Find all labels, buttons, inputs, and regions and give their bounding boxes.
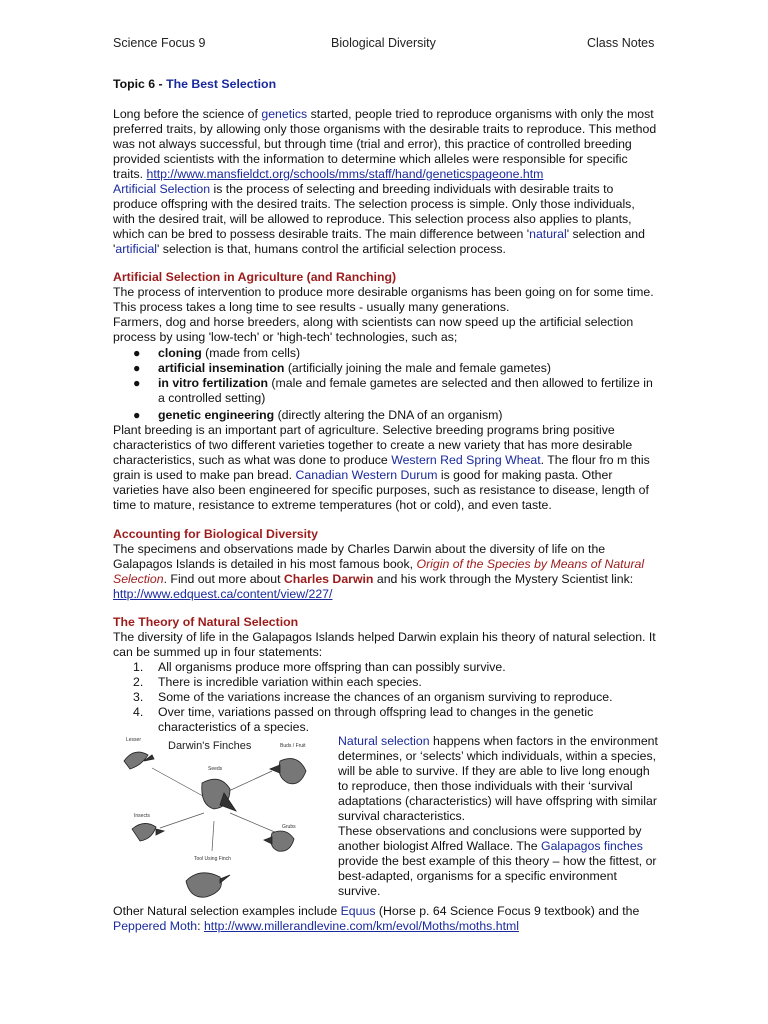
intro-text: started, people tried to reproduce organisms with only the most preferred traits, by allowing only those organisms with the desirable traits to reproduce. This method was not always successful, but through time (trial and error), this practice of controlled breeding provided scientists with the information to determine which alleles were responsible for specific traits. bbox=[113, 107, 657, 181]
finch-head-icon bbox=[186, 873, 221, 897]
natsel-text: These observations and conclusions were supported by another biologist Alfred Wallace. The bbox=[338, 824, 642, 853]
label-seeds: Seeds bbox=[208, 766, 223, 772]
bullet-icon: ● bbox=[133, 408, 141, 422]
label-tool-finch: Tool Using Finch bbox=[194, 856, 231, 862]
natural-term[interactable]: natural bbox=[529, 227, 567, 241]
bullet-term: cloning bbox=[158, 346, 202, 360]
intro-text: ' selection is that, humans control the artificial selection process. bbox=[157, 242, 506, 256]
bullet-term: in vitro fertilization bbox=[158, 376, 268, 390]
intro-text: is the process of selecting and breeding individuals with desirable traits to produce offspring with the desired traits. The selection process is simple. Only those individuals, with the desired trait, will be allowed to reproduce. This selection process also applies to plants, which can be bred to possess desirable traits. The main difference between ' bbox=[113, 182, 635, 241]
topic-prefix: Topic 6 - bbox=[113, 77, 167, 91]
natural-selection-term[interactable]: Natural selection bbox=[338, 734, 430, 748]
finch-head-icon bbox=[279, 759, 306, 784]
intro-text: ' selection and ' bbox=[113, 227, 645, 256]
other-text: (Horse p. 64 Science Focus 9 textbook) and the bbox=[375, 904, 640, 918]
accounting-text: and his work through the Mystery Scientist link: bbox=[373, 572, 634, 586]
intro-paragraph bbox=[113, 107, 658, 257]
topic-name: The Best Selection bbox=[166, 77, 277, 91]
topic-title bbox=[113, 77, 658, 92]
galapagos-finches-term[interactable]: Galapagos finches bbox=[541, 839, 643, 853]
finch-beak-icon bbox=[220, 875, 230, 883]
millerlevine-link[interactable]: http://www.millerandlevine.com/km/evol/Moths/moths.html bbox=[203, 919, 519, 933]
theory-statements bbox=[113, 660, 658, 735]
list-item bbox=[113, 675, 658, 690]
label-buds: Buds / Fruit bbox=[280, 743, 306, 749]
artificial-term[interactable]: artificial bbox=[115, 242, 158, 256]
artificial-selection-term[interactable]: Artificial Selection bbox=[113, 182, 211, 196]
list-item bbox=[113, 376, 658, 406]
figure-title: Darwin's Finches bbox=[168, 740, 252, 752]
bullet-term: artificial insemination bbox=[158, 361, 285, 375]
natural-selection-paragraph bbox=[338, 734, 658, 899]
finch-head-icon bbox=[271, 831, 294, 851]
darwins-finches-figure bbox=[112, 733, 334, 905]
natsel-text: happens when factors in the environment determines, or ‘selects’ which individuals, within a species, will be able to survive. If they are able to live long enough to reproduce, then those individuals with their ‘survival adaptations (characteristics) will have offspring with similar survival characteristics. bbox=[338, 734, 658, 823]
peppered-moth-term[interactable]: Peppered Moth bbox=[113, 919, 198, 933]
agri-text: Farmers, dog and horse breeders, along with scientists can now speed up the artificial selection process by using 'low-tech' or 'high-tech' technologies, such as; bbox=[113, 315, 634, 344]
statement-text: All organisms produce more offspring than can possibly survive. bbox=[158, 660, 506, 674]
natsel-text: provide the best example of this theory – how the fittest, or best-adapted, organisms for a specific environment survive. bbox=[338, 854, 657, 898]
bullet-icon: ● bbox=[133, 346, 141, 360]
equus-term[interactable]: Equus bbox=[340, 904, 376, 918]
accounting-paragraph bbox=[113, 542, 658, 602]
header-course: Science Focus 9 bbox=[113, 36, 206, 50]
finch-beak-icon bbox=[270, 765, 280, 773]
theory-intro: The diversity of life in the Galapagos Islands helped Darwin explain his theory of natural selection. It can be summed up in four statements: bbox=[113, 630, 656, 659]
finch-beak-icon bbox=[156, 829, 164, 835]
agri-paragraph-1 bbox=[113, 285, 658, 345]
genetics-term[interactable]: genetics bbox=[261, 107, 308, 121]
technology-list bbox=[113, 346, 658, 423]
agri-text: . The flour fro m this grain is used to make pan bread. bbox=[113, 453, 650, 482]
label-grubs: Grubs bbox=[282, 824, 296, 830]
bullet-desc: (made from cells) bbox=[201, 346, 301, 360]
finch-heads bbox=[124, 752, 306, 897]
other-text: : bbox=[197, 919, 204, 933]
finch-head-icon bbox=[132, 823, 156, 841]
book-title: Origin of the Species by Means of Natural Selection bbox=[113, 557, 645, 586]
other-examples-paragraph bbox=[113, 904, 658, 934]
agri-text: Plant breeding is an important part of agriculture. Selective breeding programs bring positive characteristics of two different varieties together to create a new variety that has more desirable characteristics, such as what was done to produce bbox=[113, 423, 633, 467]
accounting-heading: Accounting for Biological Diversity bbox=[113, 527, 318, 541]
list-item bbox=[113, 361, 658, 376]
wheat-term[interactable]: Western Red Spring Wheat bbox=[391, 453, 541, 467]
label-insects: Insects bbox=[134, 813, 150, 819]
edquest-link[interactable]: http://www.edquest.ca/content/view/227/ bbox=[113, 587, 333, 601]
list-item bbox=[113, 346, 658, 361]
item-number: 3. bbox=[133, 690, 144, 704]
list-item bbox=[113, 408, 658, 423]
accounting-text: The specimens and observations made by Charles Darwin about the diversity of life on the Galapagos Islands is detailed in his most famous book, bbox=[113, 542, 606, 571]
intro-text: Long before the science of bbox=[113, 107, 262, 121]
agri-paragraph-2 bbox=[113, 423, 658, 513]
bullet-desc: (male and female gametes are selected and then allowed to fertilize in a controlled setting) bbox=[158, 376, 653, 405]
durum-term[interactable]: Canadian Western Durum bbox=[295, 468, 438, 482]
darwin-link[interactable]: Charles Darwin bbox=[283, 572, 374, 586]
label-lesser: Lesser bbox=[126, 737, 142, 743]
item-number: 1. bbox=[133, 660, 144, 674]
header-type: Class Notes bbox=[587, 36, 655, 50]
statement-text: Some of the variations increase the chances of an organism surviving to reproduce. bbox=[158, 690, 613, 704]
header-unit: Biological Diversity bbox=[331, 36, 436, 50]
theory-heading: The Theory of Natural Selection bbox=[113, 615, 299, 629]
statement-text: Over time, variations passed on through offspring lead to changes in the genetic characteristics of a species. bbox=[158, 705, 594, 734]
list-item bbox=[113, 690, 658, 705]
bullet-icon: ● bbox=[133, 376, 141, 390]
bullet-term: genetic engineering bbox=[158, 408, 275, 422]
finch-beak-icon bbox=[264, 837, 272, 844]
other-text: Other Natural selection examples include bbox=[113, 904, 341, 918]
agri-text: is good for making pasta. Other varieties have also been engineered for specific purposes, such as resistance to disease, length of time to mature, resistance to extreme temperatures (hot or cold), and even taste. bbox=[113, 468, 649, 512]
mansfield-link[interactable]: http://www.mansfieldct.org/schools/mms/staff/hand/geneticspageone.htm bbox=[146, 167, 544, 181]
agri-heading: Artificial Selection in Agriculture (and Ranching) bbox=[113, 270, 397, 284]
bullet-icon: ● bbox=[133, 361, 141, 375]
item-number: 4. bbox=[133, 705, 144, 719]
bullet-desc: (directly altering the DNA of an organism) bbox=[274, 408, 503, 422]
list-item bbox=[113, 705, 658, 735]
accounting-text: . Find out more about bbox=[163, 572, 284, 586]
item-number: 2. bbox=[133, 675, 144, 689]
list-item bbox=[113, 660, 658, 675]
statement-text: There is incredible variation within each species. bbox=[158, 675, 422, 689]
bullet-desc: (artificially joining the male and female gametes) bbox=[284, 361, 551, 375]
agri-text: The process of intervention to produce more desirable organisms has been going on for some time. This process takes a long time to see results - usually many generations. bbox=[113, 285, 654, 314]
